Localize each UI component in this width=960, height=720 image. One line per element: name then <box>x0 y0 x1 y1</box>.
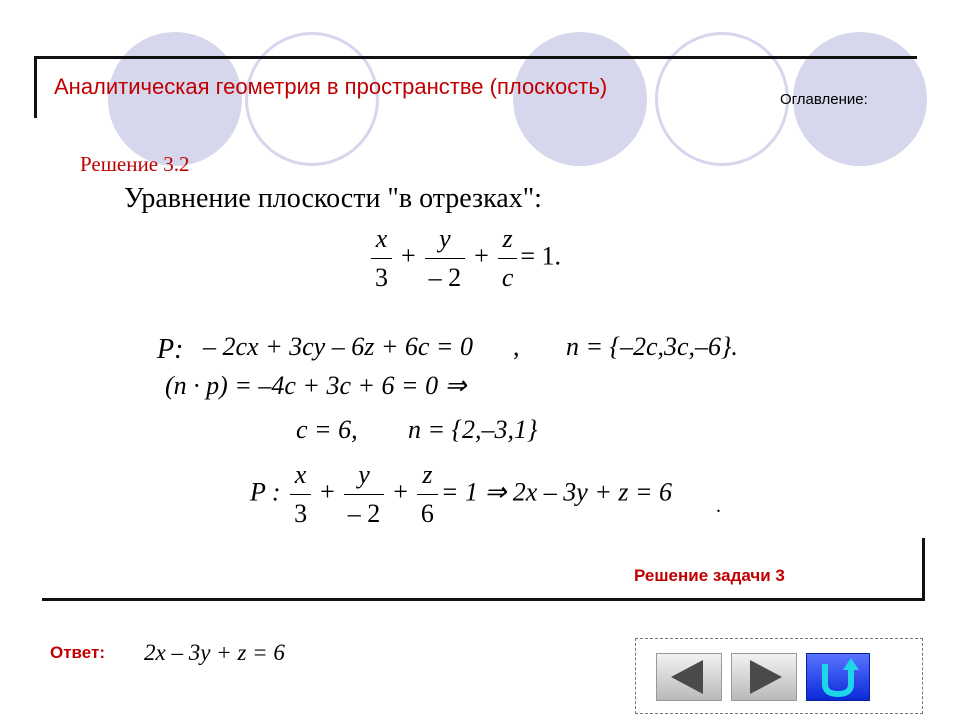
u-turn-icon <box>807 654 869 700</box>
fraction-y: $\frac{y}{- 2}$ <box>425 226 466 291</box>
dot-product: (n · p) = –4c + 3c + 6 = 0 ⇒ <box>165 371 467 400</box>
normal-vector: n = {–2c,3c,–6}. <box>566 332 738 361</box>
decor-circle-4 <box>655 32 789 166</box>
bottom-rule <box>42 598 925 601</box>
return-button[interactable] <box>806 653 870 701</box>
plane-comma: , <box>513 332 520 361</box>
page-title: Аналитическая геометрия в пространстве (плоскость) <box>54 74 608 99</box>
solution-subtitle: Уравнение плоскости "в отрезках": <box>124 183 542 214</box>
final-fraction-x: $\frac{x}{3}$ <box>290 462 311 527</box>
final-fraction-z: $\frac{z}{6}$ <box>417 462 438 527</box>
nav-panel <box>635 638 923 714</box>
n-value: n = {2,–3,1} <box>408 415 538 444</box>
fraction-z: $\frac{z}{c}$ <box>498 226 518 291</box>
top-rule <box>34 56 917 59</box>
toc-link[interactable]: Оглавление: <box>780 91 868 108</box>
plane-equation: – 2cx + 3cy – 6z + 6c = 0 <box>203 332 473 361</box>
final-dot: . <box>716 495 721 517</box>
prev-button[interactable] <box>656 653 722 701</box>
final-equation: P : $\frac{x}{3}$ + $\frac{y}{- 2}$ + $\frac{z}{6}$ = 1 ⇒ 2x – 3y + z = 6 <box>250 460 673 528</box>
final-fraction-y: $\frac{y}{- 2}$ <box>344 462 385 527</box>
left-rule <box>34 56 37 118</box>
answer-label: Ответ: <box>50 643 105 662</box>
solution-task-link[interactable]: Решение задачи 3 <box>634 566 785 585</box>
triangle-right-icon <box>750 660 782 694</box>
triangle-left-icon <box>671 660 703 694</box>
fraction-x: $\frac{x}{3}$ <box>371 226 392 291</box>
next-button[interactable] <box>731 653 797 701</box>
answer-value: 2x – 3y + z = 6 <box>144 640 285 665</box>
intercept-equation: $\frac{x}{3}$ + $\frac{y}{- 2}$ + $\frac{z}{c}$ = 1. <box>368 226 561 291</box>
solution-heading: Решение 3.2 <box>80 152 190 176</box>
right-rule <box>922 538 925 600</box>
plane-label: P: <box>157 334 184 365</box>
c-value: c = 6, <box>296 415 358 444</box>
